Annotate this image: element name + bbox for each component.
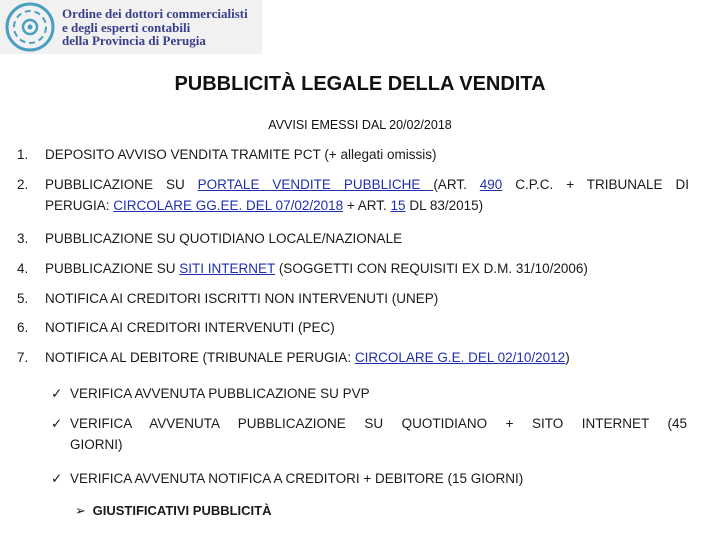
check-text-line-2: GIORNI) xyxy=(70,437,123,452)
org-line-2: e degli esperti contabili xyxy=(62,19,191,35)
item-number: 3. xyxy=(17,231,29,246)
check-text: VERIFICA AVVENUTA PUBBLICAZIONE SU PVP xyxy=(70,386,370,401)
list-item xyxy=(17,258,689,279)
check-text xyxy=(70,413,687,455)
art-490-link[interactable]: 490 xyxy=(479,177,503,192)
item-number: 5. xyxy=(17,291,29,306)
ordine-logo-icon xyxy=(4,2,56,52)
check-item xyxy=(51,413,687,455)
item-text: NOTIFICA AI CREDITORI INTERVENUTI (PEC) xyxy=(45,320,335,335)
checkmark-icon: ✓ xyxy=(51,416,63,431)
giustificativi-item xyxy=(75,503,272,519)
list-item xyxy=(17,317,689,338)
art-15-link[interactable]: 15 xyxy=(390,198,406,213)
portale-vendite-link[interactable]: PORTALE VENDITE PUBBLICHE xyxy=(197,177,434,192)
item-text: NOTIFICA AI CREDITORI ISCRITTI NON INTERVENUTI (UNEP) xyxy=(45,291,439,306)
arrow-bullet-icon: ➢ xyxy=(75,503,86,518)
item-number: 7. xyxy=(17,350,29,365)
check-item xyxy=(51,383,687,404)
org-line-3: della Provincia di Perugia xyxy=(62,33,206,48)
item-text: PUBBLICAZIONE SU QUOTIDIANO LOCALE/NAZIONALE xyxy=(45,231,403,246)
item-text: NOTIFICA AL DEBITORE (TRIBUNALE PERUGIA: CIRCOLARE G.E. DEL 02/10/2012) xyxy=(45,350,570,365)
header-banner xyxy=(0,0,262,54)
list-item xyxy=(17,174,689,216)
check-text-line-1: VERIFICA AVVENUTA PUBBLICAZIONE SU QUOTIDIANO + SITO INTERNET (45 xyxy=(70,416,687,431)
item-text-line-2: PERUGIA: CIRCOLARE GG.EE. DEL 07/02/2018 + ART. 15 DL 83/2015) xyxy=(45,198,484,213)
check-item xyxy=(51,468,687,489)
page-subtitle: AVVISI EMESSI DAL 20/02/2018 xyxy=(268,118,452,132)
org-line-1: Ordine dei dottori commercialisti xyxy=(62,6,248,21)
list-item xyxy=(17,288,689,309)
item-text-line-1: PUBBLICAZIONE SU PORTALE VENDITE PUBBLICHE (ART. 490 C.P.C. + TRIBUNALE DI xyxy=(45,177,689,192)
item-number: 1. xyxy=(17,147,29,162)
list-item xyxy=(17,228,689,249)
list-item xyxy=(17,347,689,368)
giustificativi-label: GIUSTIFICATIVI PUBBLICITÀ xyxy=(92,503,272,518)
item-text xyxy=(45,174,689,216)
checkmark-icon: ✓ xyxy=(51,471,63,486)
circolare-link[interactable]: CIRCOLARE GG.EE. DEL 07/02/2018 xyxy=(113,198,344,213)
circolare-ge-link[interactable]: CIRCOLARE G.E. DEL 02/10/2012 xyxy=(354,350,566,365)
check-text: VERIFICA AVVENUTA NOTIFICA A CREDITORI + DEBITORE (15 GIORNI) xyxy=(70,471,524,486)
item-number: 4. xyxy=(17,261,29,276)
item-number: 2. xyxy=(17,177,29,192)
list-item xyxy=(17,144,689,165)
item-text: PUBBLICAZIONE SU SITI INTERNET (SOGGETTI CON REQUISITI EX D.M. 31/10/2006) xyxy=(45,261,588,276)
page-title: PUBBLICITÀ LEGALE DELLA VENDITA xyxy=(174,73,546,95)
item-number: 6. xyxy=(17,320,29,335)
item-text: DEPOSITO AVVISO VENDITA TRAMITE PCT (+ allegati omissis) xyxy=(45,147,437,162)
siti-internet-link[interactable]: SITI INTERNET xyxy=(179,261,276,276)
checkmark-icon: ✓ xyxy=(51,386,63,401)
organization-name xyxy=(62,7,248,48)
